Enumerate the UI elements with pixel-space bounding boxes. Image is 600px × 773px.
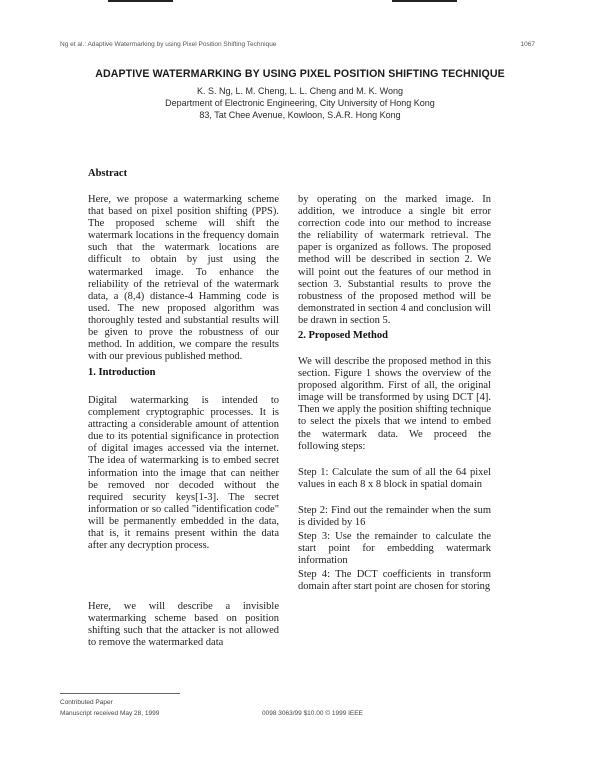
footnote-rule <box>60 693 180 694</box>
running-header-title: Ng et al.: Adaptive Watermarking by using Pixel Position Shifting Technique <box>60 41 277 48</box>
address: 83, Tat Chee Avenue, Kowloon, S.A.R. Hong Kong <box>199 110 401 120</box>
abstract-text: Here, we propose a watermarking scheme that based on pixel position shifting (PPS). The proposed scheme will shift the watermark locations in the frequency domain such that the watermark locations are difficult to obtain by just using the watermarked image. To enhance the reliability of the retrieval of the watermark data, a (8,4) distance-4 Hamming code is used. The new proposed algorithm was thoroughly tested and substantial results will be given to prove the robustness of our method. In addition, we compare the results with our previous published method. <box>88 194 279 363</box>
abstract-heading: Abstract <box>88 168 128 179</box>
footnote-copyright: 0098 3063/99 $10.00 © 1999 IEEE <box>262 710 363 717</box>
paper-title: ADAPTIVE WATERMARKING BY USING PIXEL POSITION SHIFTING TECHNIQUE <box>95 68 505 80</box>
affiliation: Department of Electronic Engineering, City University of Hong Kong <box>165 98 435 108</box>
section-1-heading: 1. Introduction <box>88 367 156 378</box>
top-rule-right <box>392 0 457 2</box>
footnote-contributed: Contributed Paper <box>60 699 113 706</box>
step-2: Step 2: Find out the remainder when the sum is divided by 16 <box>298 505 491 529</box>
step-4: Step 4: The DCT coefficients in transform domain after start point are chosen for storing <box>298 569 491 593</box>
running-header <box>60 41 535 48</box>
page-number: 1067 <box>520 41 535 48</box>
right-column-paragraph-1: by operating on the marked image. In addition, we introduce a single bit error correction code into our method to increase the reliability of watermark retrieval. The paper is organized as follows. The proposed method will be described in section 2. We will point out the features of our method in section 3. Substantial results to prove the robustness of the proposed method will be demonstrated in section 4 and conclusion will be drawn in section 5. <box>298 194 491 326</box>
method-paragraph: We will describe the proposed method in this section. Figure 1 shows the overview of the proposed algorithm. First of all, the original image will be transformed by using DCT [4]. Then we apply the position shifting technique to select the pixels that we intend to embed the watermark data. We proceed the following steps: <box>298 356 491 452</box>
footnote-received: Manuscript received May 28, 1999 <box>60 710 160 717</box>
intro-paragraph-2: Here, we will describe a invisible watermarking scheme based on position shifting such that the attacker is not allowed to remove the watermarked data <box>88 601 279 649</box>
top-rule-left <box>108 0 173 2</box>
step-3: Step 3: Use the remainder to calculate the start point for embedding watermark information <box>298 531 491 567</box>
step-1: Step 1: Calculate the sum of all the 64 pixel values in each 8 x 8 block in spatial domain <box>298 467 491 491</box>
section-2-heading: 2. Proposed Method <box>298 330 388 341</box>
intro-paragraph-1: Digital watermarking is intended to complement cryptographic processes. It is attracting a considerable amount of attention due to its potential significance in protection of digital images accessed via the internet. The idea of watermarking is to embed secret information into the image that can neither be removed nor decoded without the required security keys[1-3]. The secret information or so called "identification code" will be permanently embedded in the data, that is, it remains present within the data after any decryption process. <box>88 395 279 552</box>
author-list: K. S. Ng, L. M. Cheng, L. L. Cheng and M. K. Wong <box>197 86 403 96</box>
